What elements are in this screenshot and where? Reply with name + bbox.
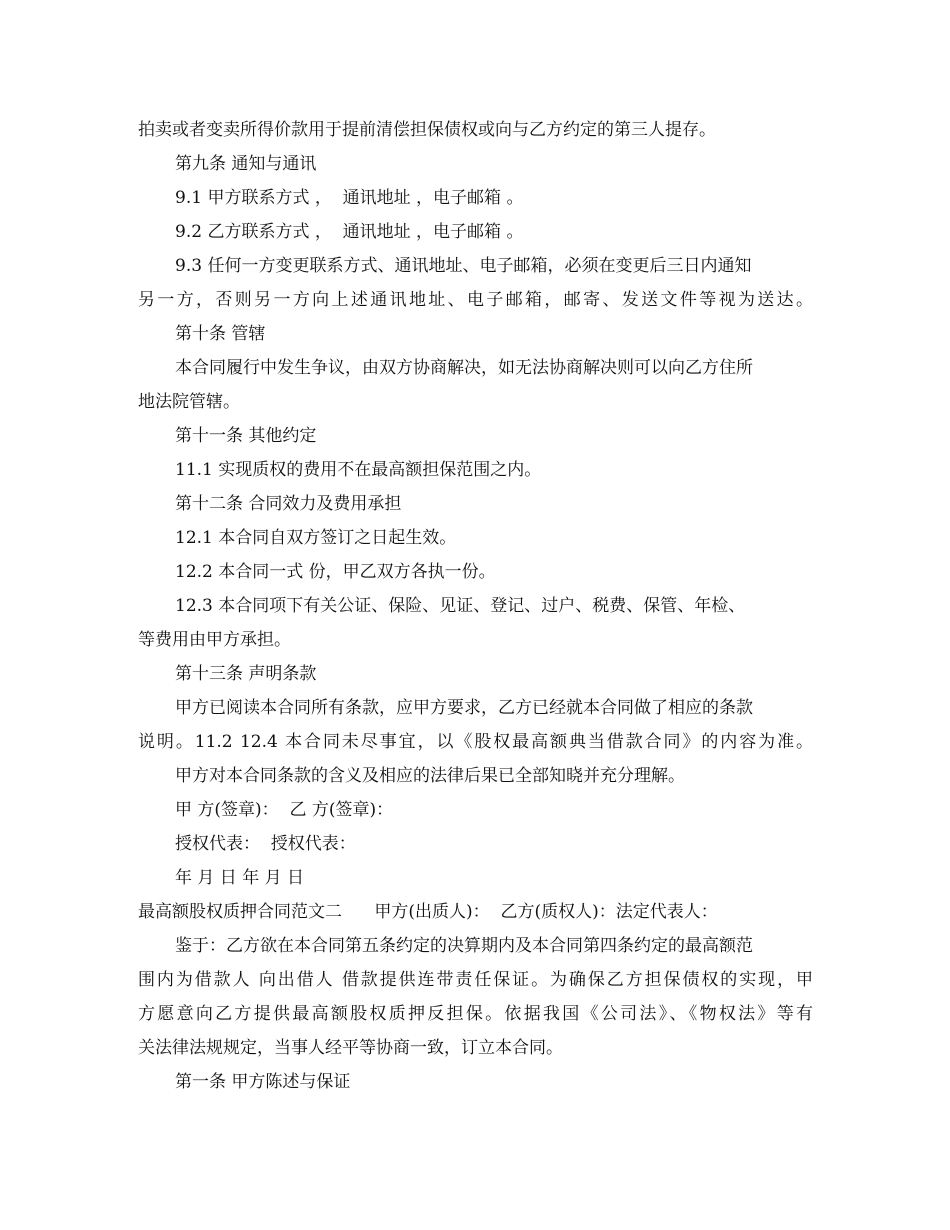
paragraph-line: 关法律法规规定，当事人经平等协商一致，订立本合同。 [138, 1038, 563, 1058]
clause-9-3: 9.3 任何一方变更联系方式、通讯地址、电子邮箱，必须在变更后三日内通知 [175, 256, 752, 276]
date-line: 年 月 日 年 月 日 [175, 868, 305, 888]
paragraph-line: 拍卖或者变卖所得价款用于提前清偿担保债权或向与乙方约定的第三人提存。 [138, 120, 716, 140]
paragraph-line: 鉴于：乙方欲在本合同第五条约定的决算期内及本合同第四条约定的最高额范 [175, 936, 753, 956]
paragraph-line: 说明。11.2 12.4 本合同未尽事宜，以《股权最高额典当借款合同》的内容为准。 [138, 732, 813, 752]
paragraph-line: 甲方对本合同条款的含义及相应的法律后果已全部知晓并充分理解。 [175, 766, 685, 786]
article-12-heading: 第十二条 合同效力及费用承担 [175, 494, 402, 514]
paragraph-line: 另一方，否则另一方向上述通讯地址、电子邮箱，邮寄、发送文件等视为送达。 [138, 290, 813, 310]
sample-two-heading: 最高额股权质押合同范文二 甲方(出质人)： 乙方(质权人)：法定代表人： [138, 902, 718, 922]
clause-9-1: 9.1 甲方联系方式 ， 通讯地址 ，电子邮箱 。 [175, 188, 524, 208]
paragraph-line: 等费用由甲方承担。 [138, 630, 291, 650]
clause-12-3: 12.3 本合同项下有关公证、保险、见证、登记、过户、税费、保管、年检、 [175, 596, 746, 616]
signature-line: 甲 方(签章)： 乙 方(签章)： [175, 800, 394, 820]
article-9-heading: 第九条 通知与通讯 [175, 154, 317, 174]
clause-12-2: 12.2 本合同一式 份，甲乙双方各执一份。 [175, 562, 496, 582]
clause-12-1: 12.1 本合同自双方签订之日起生效。 [175, 528, 457, 548]
clause-9-2: 9.2 乙方联系方式 ， 通讯地址 ，电子邮箱 。 [175, 222, 524, 242]
article-11-heading: 第十一条 其他约定 [175, 426, 317, 446]
article-1-heading: 第一条 甲方陈述与保证 [175, 1072, 351, 1092]
paragraph-line: 方愿意向乙方提供最高额股权质押反担保。依据我国《公司法》、《物权法》等有 [138, 1004, 813, 1024]
clause-11-1: 11.1 实现质权的费用不在最高额担保范围之内。 [175, 460, 542, 480]
article-13-heading: 第十三条 声明条款 [175, 664, 317, 684]
article-10-heading: 第十条 管辖 [175, 324, 266, 344]
paragraph-line: 本合同履行中发生争议，由双方协商解决，如无法协商解决则可以向乙方住所 [175, 358, 753, 378]
paragraph-line: 甲方已阅读本合同所有条款，应甲方要求，乙方已经就本合同做了相应的条款 [175, 698, 753, 718]
representative-line: 授权代表： 授权代表： [175, 834, 356, 854]
paragraph-line: 地法院管辖。 [138, 392, 240, 412]
paragraph-line: 围内为借款人 向出借人 借款提供连带责任保证。为确保乙方担保债权的实现，甲 [138, 970, 813, 990]
